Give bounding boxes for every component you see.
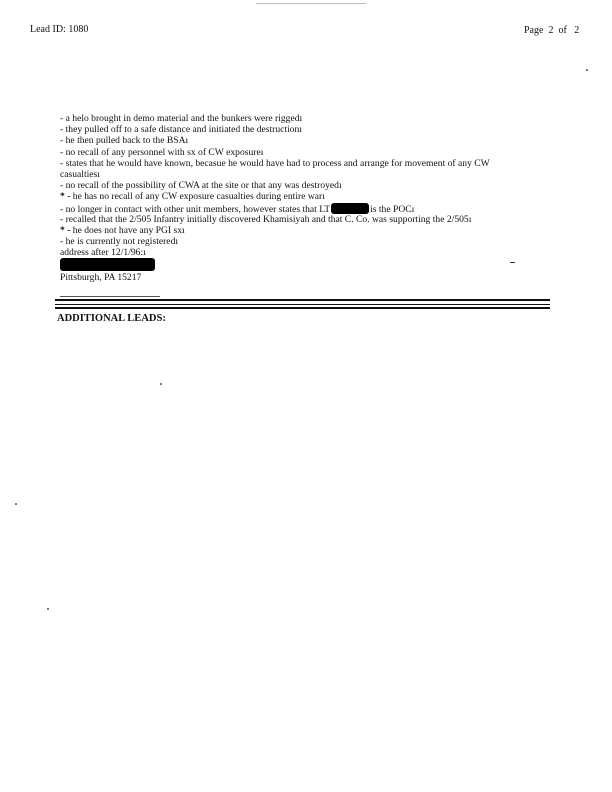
interview-notes: [60, 113, 530, 284]
scan-speck: [47, 608, 49, 610]
page-of-label: of: [558, 25, 567, 36]
note-line: * - he has no recall of any CW exposure casualties during entire warı: [60, 191, 325, 203]
section-divider-top: [55, 299, 550, 301]
note-line: - no longer in contact with other unit members, however states that LT is the POCı: [60, 203, 415, 215]
top-edge-line: [256, 3, 366, 4]
page-total: 2: [574, 25, 580, 36]
note-line: - they pulled off to a safe distance and initiated the destructionı: [60, 124, 303, 136]
note-line: - no recall of any personnel with sx of CW exposureı: [60, 146, 264, 158]
scan-speck: [586, 69, 588, 71]
section-divider-middle: [55, 304, 550, 305]
underline-rule: [60, 296, 160, 297]
note-line: * - he does not have any PGI sxı: [60, 224, 185, 236]
page-indicator: [524, 25, 579, 36]
address-city: Pittsburgh, PA 15217: [60, 272, 142, 284]
scan-speck: [160, 383, 162, 385]
redacted-street-address: [60, 258, 155, 271]
note-line: - recalled that the 2/505 Infantry initially discovered Khamisiyah and that C. Co. was supporting the 2/505ı: [60, 213, 472, 225]
margin-mark: [510, 262, 515, 263]
note-line: - he is currently not registeredı: [60, 236, 179, 248]
note-line: - a helo brought in demo material and the bunkers were riggedı: [60, 113, 303, 124]
page-label: Page: [524, 25, 544, 36]
note-line: - no recall of the possibility of CWA at the site or that any was destroyedı: [60, 180, 342, 192]
address-label: address after 12/1/96:ı: [60, 247, 146, 259]
redaction-box: [331, 203, 369, 214]
section-divider-bottom: [55, 307, 550, 309]
lead-id: Lead ID: 1080: [30, 24, 89, 35]
scan-speck: [15, 503, 17, 505]
page-number: 2: [548, 25, 554, 36]
additional-leads-heading: ADDITIONAL LEADS:: [57, 313, 166, 324]
note-line: - he then pulled back to the BSAı: [60, 135, 189, 147]
note-line: - states that he would have known, becasue he would have had to process and arrange for movement of any CW casualtiesı: [60, 157, 490, 180]
